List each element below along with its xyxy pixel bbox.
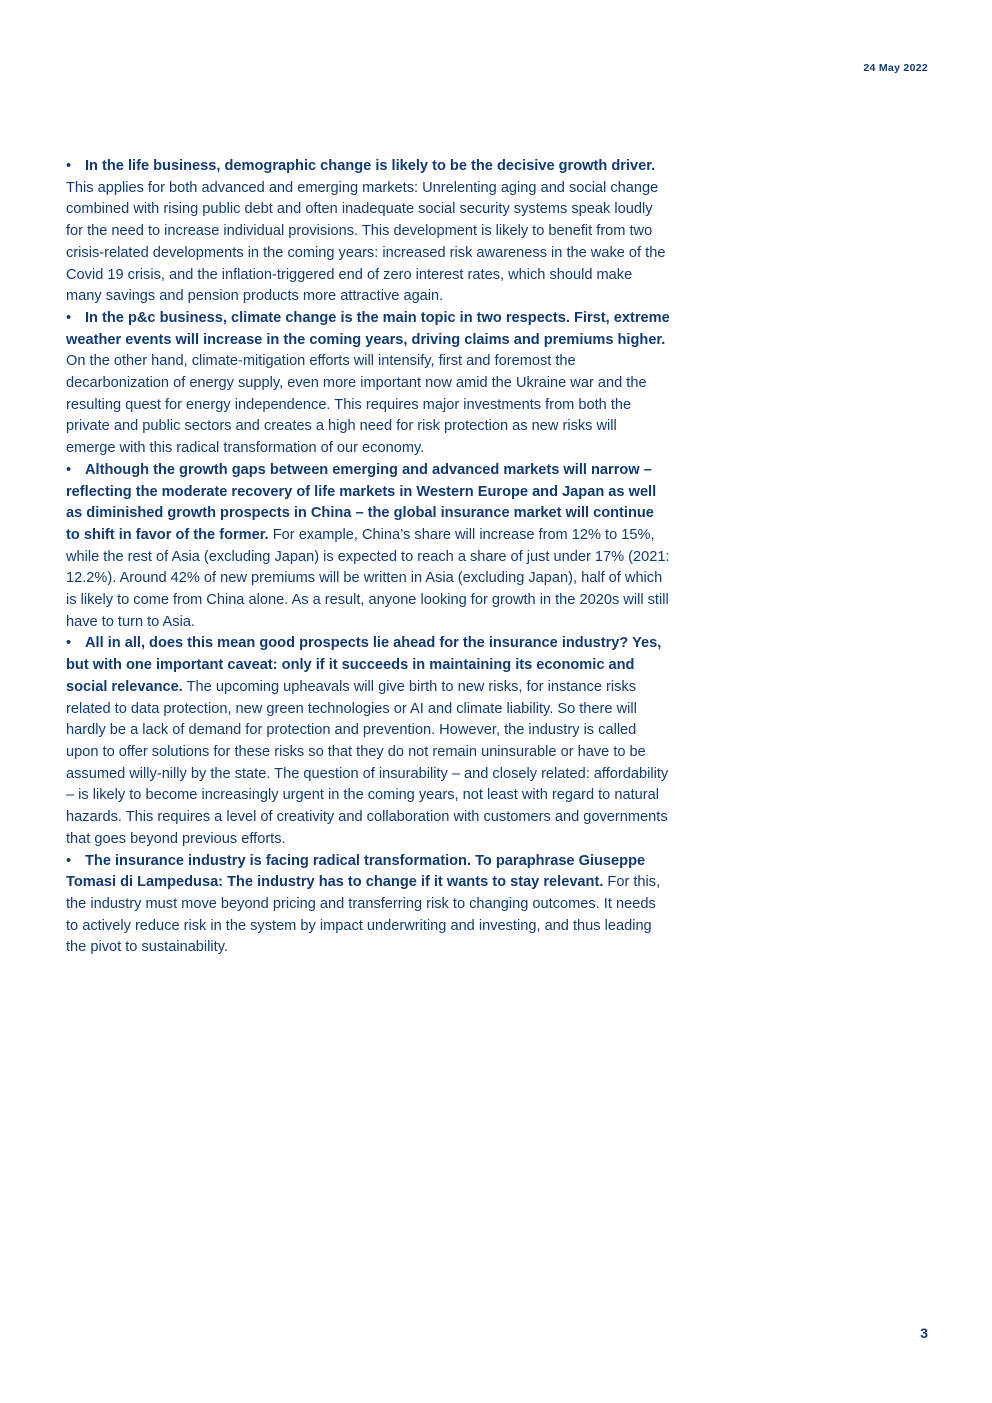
bullet-item-transformation: [66, 851, 670, 960]
bullet-body: For this, the industry must move beyond pricing and transferring risk to changing outcomes. It needs to actively reduce risk in the system by impact underwriting and investing, and thus leading the pivot to sustainability.: [66, 874, 661, 956]
bullet-marker: •: [66, 461, 72, 478]
report-date: 24 May 2022: [863, 62, 928, 74]
bullet-body: On the other hand, climate-mitigation efforts will intensify, first and foremost the decarbonization of energy supply, even more important now amid the Ukraine war and the resulting quest for energy independence. This requires major investments from both the private and public sectors and creates a high need for risk protection as new risks will emerge with this radical transformation of our economy.: [66, 353, 647, 457]
bullet-item-prospects: [66, 633, 670, 850]
bullet-marker: •: [66, 309, 72, 326]
bullet-lead: In the life business, demographic change is likely to be the decisive growth driver.: [85, 158, 656, 174]
bullet-lead: Although the growth gaps between emerging and advanced markets will narrow – reflecting the moderate recovery of life markets in Western Europe and Japan as well as diminished growth prospects in China – the global insurance market will continue to shift in favor of the former.: [66, 461, 657, 543]
key-findings-list: [66, 156, 670, 959]
bullet-item-growth-gaps: [66, 460, 670, 634]
bullet-body: This applies for both advanced and emerging markets: Unrelenting aging and social change combined with rising public debt and often inadequate social security systems speak loudly for the need to increase individual provisions. This development is likely to benefit from two crisis-related developments in the coming years: increased risk awareness in the wake of the Covid 19 crisis, and the inflation-triggered end of zero interest rates, which should make many savings and pension products more attractive again.: [66, 179, 666, 305]
bullet-item-life-business: [66, 156, 670, 308]
bullet-item-pc-business: [66, 308, 670, 460]
bullet-lead: In the p&c business, climate change is the main topic in two respects. First, extreme weather events will increase in the coming years, driving claims and premiums higher.: [66, 309, 670, 348]
bullet-body: The upcoming upheavals will give birth to new risks, for instance risks related to data protection, new green technologies or AI and climate liability. So there will hardly be a lack of demand for protection and prevention. However, the industry is called upon to offer solutions for these risks so that they do not remain uninsurable or have to be assumed willy-nilly by the state. The question of insurability – and closely related: affordability – is likely to become increasingly urgent in the coming years, not least with regard to natural hazards. This requires a level of creativity and collaboration with customers and governments that goes beyond previous efforts.: [66, 678, 669, 847]
bullet-lead: All in all, does this mean good prospects lie ahead for the insurance industry? Yes, but with one important caveat: only if it succeeds in maintaining its economic and social relevance.: [66, 635, 662, 695]
bullet-lead: The insurance industry is facing radical transformation. To paraphrase Giuseppe Tomasi di Lampedusa: The industry has to change if it wants to stay relevant.: [66, 852, 646, 891]
bullet-body: For example, China’s share will increase from 12% to 15%, while the rest of Asia (excluding Japan) is expected to reach a share of just under 17% (2021: 12.2%). Around 42% of new premiums will be written in Asia (excluding Japan), half of which is likely to come from China alone. As a result, anyone looking for growth in the 2020s will still have to turn to Asia.: [66, 526, 670, 630]
bullet-marker: •: [66, 158, 72, 174]
bullet-marker: •: [66, 635, 72, 652]
bullet-marker: •: [66, 852, 72, 869]
page-number: 3: [920, 1325, 928, 1341]
